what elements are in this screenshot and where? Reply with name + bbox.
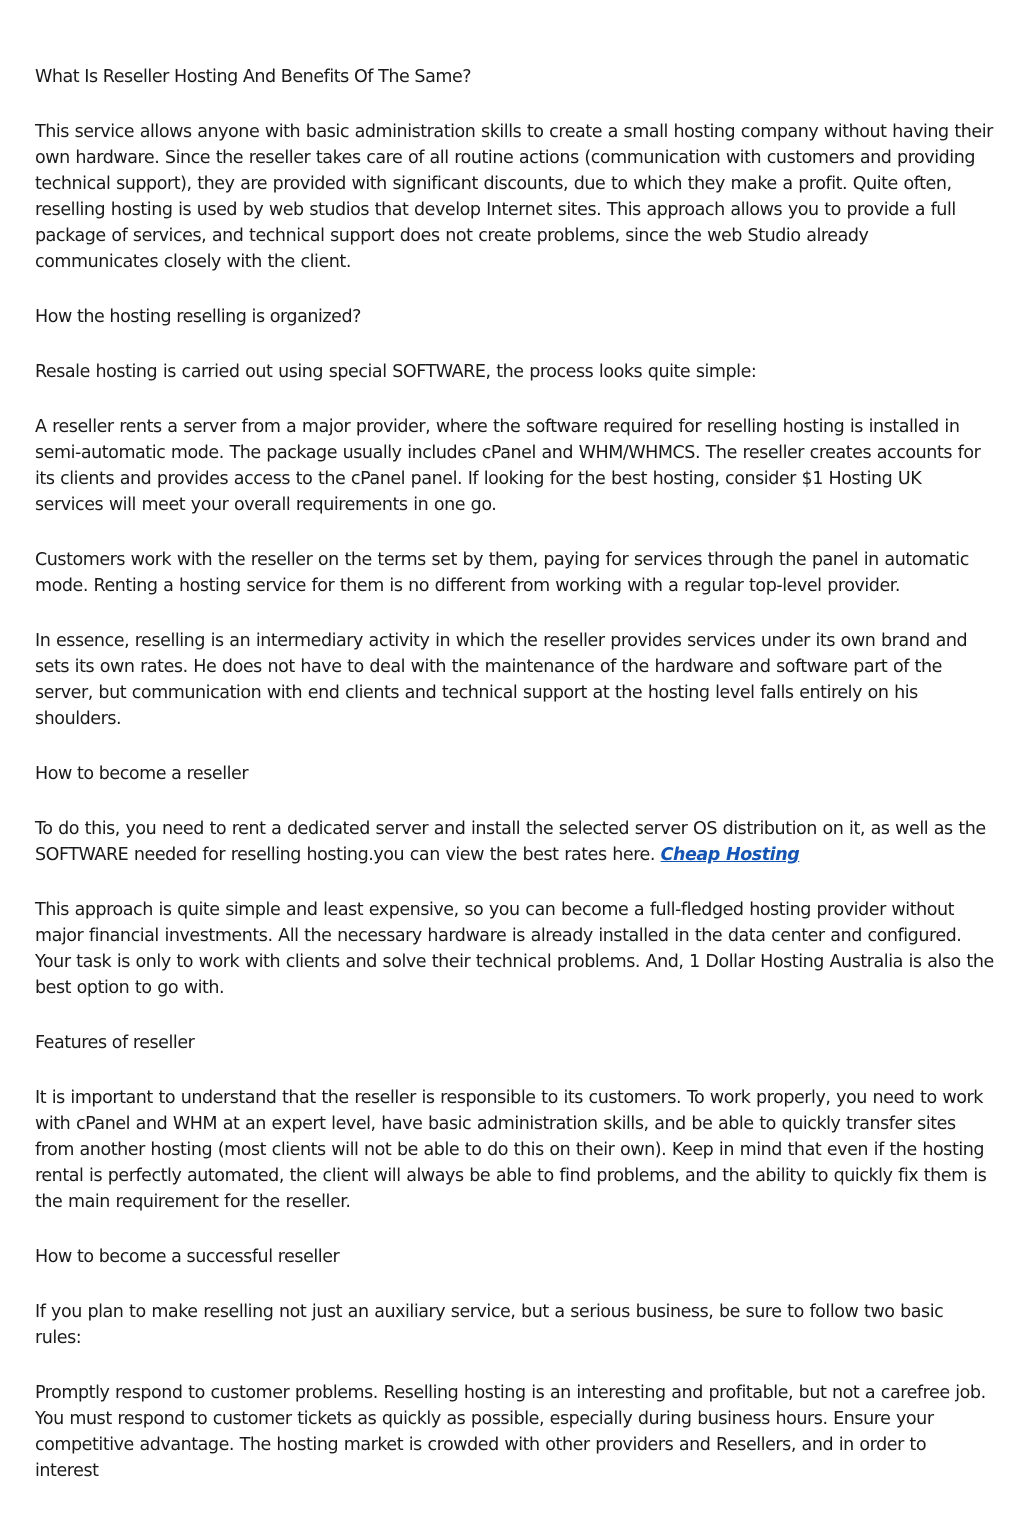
cheap-hosting-link[interactable]: Cheap Hosting [660, 845, 800, 865]
heading-become-reseller: How to become a reseller [35, 764, 249, 784]
paragraph-plan: If you plan to make reselling not just an auxiliary service, but a serious business, be sure to follow two basic rules: [35, 1302, 944, 1348]
heading-organized: How the hosting reselling is organized? [35, 307, 361, 327]
paragraph-in-essence: In essence, reselling is an intermediary activity in which the reseller provides services under its own brand and sets its own rates. He does not have to deal with the maintenance of the hardware and software part of the server, but communication with end clients and technical support at the hosting level falls entirely on his shoulders. [35, 631, 968, 729]
paragraph-resale-software: Resale hosting is carried out using special SOFTWARE, the process looks quite simple: [35, 362, 757, 382]
paragraph-customers-work: Customers work with the reseller on the terms set by them, paying for services through the panel in automatic mode. Renting a hosting service for them is no different from working with a regular top-level provider. [35, 550, 969, 596]
document-body [35, 64, 995, 1513]
document-title: What Is Reseller Hosting And Benefits Of The Same? [35, 67, 472, 87]
heading-successful: How to become a successful reseller [35, 1247, 340, 1267]
paragraph-to-do-this-text: To do this, you need to rent a dedicated server and install the selected server OS distribution on it, as well as the SOFTWARE needed for reselling hosting.you can view the best rates here. [35, 819, 986, 865]
paragraph-reseller-rents: A reseller rents a server from a major provider, where the software required for reselling hosting is installed in semi-automatic mode. The package usually includes cPanel and WHM/WHMCS. The reseller creates accounts for its clients and provides access to the cPanel panel. If looking for the best hosting, consider $1 Hosting UK services will meet your overall requirements in one go. [35, 417, 981, 515]
paragraph-to-do-this [35, 816, 995, 868]
paragraph-promptly: Promptly respond to customer problems. Reselling hosting is an interesting and profitable, but not a carefree job. You must respond to customer tickets as quickly as possible, especially during business hours. Ensure your competitive advantage. The hosting market is crowded with other providers and Resellers, and in order to interest [35, 1383, 986, 1481]
paragraph-important: It is important to understand that the reseller is responsible to its customers. To work properly, you need to work with cPanel and WHM at an expert level, have basic administration skills, and be able to quickly transfer sites from another hosting (most clients will not be able to do this on their own). Keep in mind that even if the hosting rental is perfectly automated, the client will always be able to find problems, and the ability to quickly fix them is the main requirement for the reseller. [35, 1088, 987, 1212]
heading-features: Features of reseller [35, 1033, 195, 1053]
paragraph-intro: This service allows anyone with basic administration skills to create a small hosting company without having their own hardware. Since the reseller takes care of all routine actions (communication with customers and providing technical support), they are provided with significant discounts, due to which they make a profit. Quite often, reselling hosting is used by web studios that develop Internet sites. This approach allows you to provide a full package of services, and technical support does not create problems, since the web Studio already communicates closely with the client. [35, 122, 993, 272]
paragraph-approach-simple: This approach is quite simple and least expensive, so you can become a full-fledged hosting provider without major financial investments. All the necessary hardware is already installed in the data center and configured. Your task is only to work with clients and solve their technical problems. And, 1 Dollar Hosting Australia is also the best option to go with. [35, 900, 994, 998]
